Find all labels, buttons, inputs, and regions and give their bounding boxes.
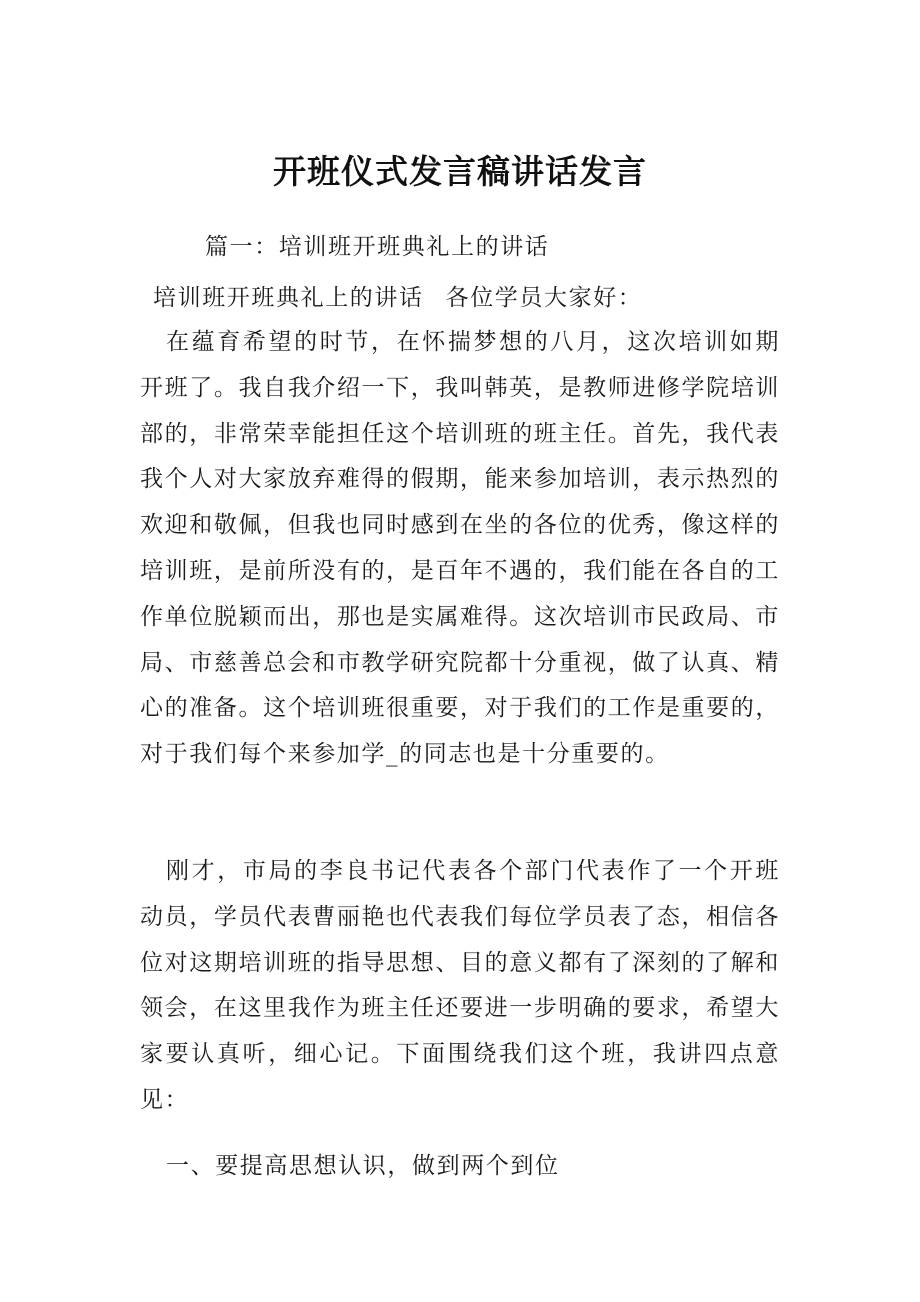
greeting: 各位学员大家好： <box>445 285 643 311</box>
document-title: 开班仪式发言稿讲话发言 <box>273 152 647 191</box>
section-title: 篇一：培训班开班典礼上的讲话 <box>205 234 550 260</box>
paragraph-1: 在蕴育希望的时节，在怀揣梦想的八月，这次培训如期开班了。我自我介绍一下，我叫韩英，是教师进修学院培训部的，非常荣幸能担任这个培训班的班主任。首先，我代表我个人对大家放弃难得的假期，能来参加培训，表示热烈的欢迎和敬佩，但我也同时感到在坐的各位的优秀，像这样的培训班，是前所没有的，是百年不遇的，我们能在各自的工作单位脱颖而出，那也是实属难得。这次培训市民政局、市局、市慈善总会和市教学研究院都十分重视，做了认真、精心的准备。这个培训班很重要，对于我们的工作是重要的，对于我们每个来参加学_的同志也是十分重要的。 <box>140 329 780 768</box>
speech-title: 培训班开班典礼上的讲话 <box>153 285 424 311</box>
point-one-heading: 一、要提高思想认识，做到两个到位 <box>166 1153 560 1179</box>
paragraph-2: 刚才，市局的李良书记代表各个部门代表作了一个开班动员，学员代表曹丽艳也代表我们每位学员表了态，相信各位对这期培训班的指导思想、目的意义都有了深刻的了解和领会，在这里我作为班主任还要进一步明确的要求，希望大家要认真听，细心记。下面围绕我们这个班，我讲四点意见： <box>140 858 780 1113</box>
speech-heading <box>153 283 642 313</box>
